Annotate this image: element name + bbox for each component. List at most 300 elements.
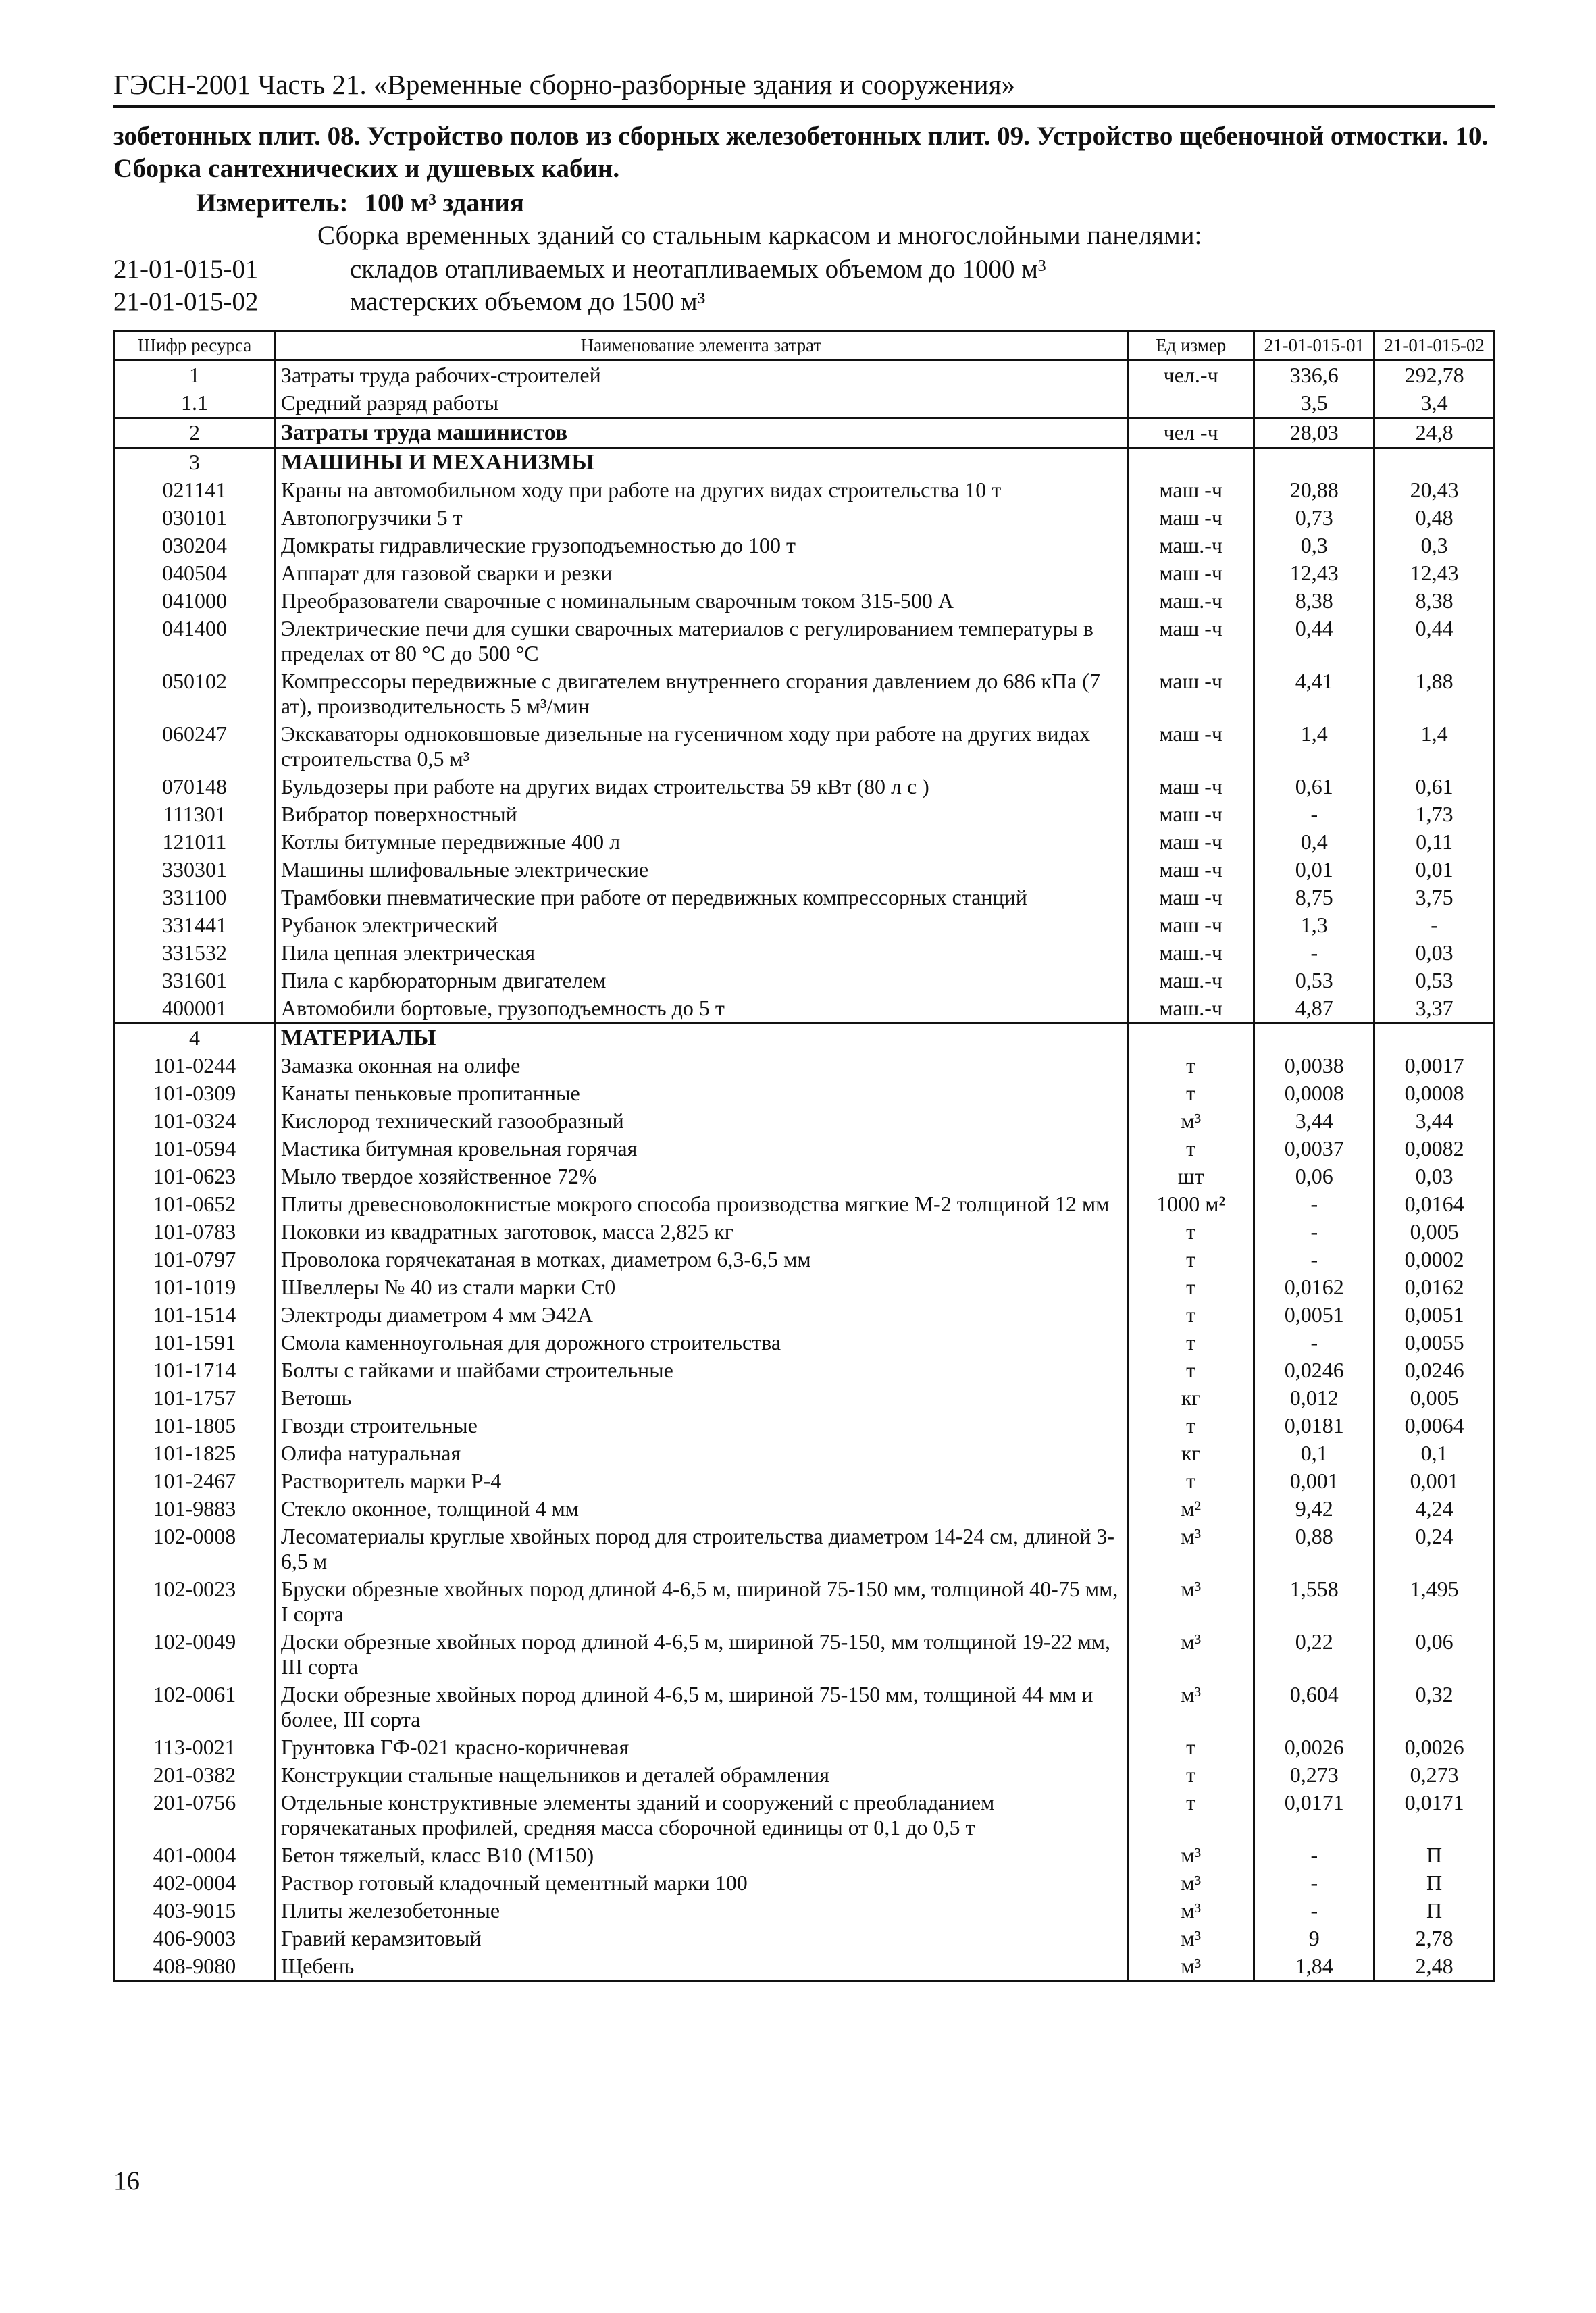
cell-code: 101-1714 [115, 1356, 275, 1384]
cell-col-b: П [1374, 1869, 1495, 1897]
cell-name: Плиты древесноволокнистые мокрого способа производства мягкие М-2 толщиной 12 мм [274, 1190, 1127, 1218]
cell-name: Домкраты гидравлические грузоподъемностью до 100 т [274, 532, 1127, 559]
cell-code: 331532 [115, 939, 275, 967]
cell-unit: чел.-ч [1127, 361, 1254, 390]
cell-code: 400001 [115, 994, 275, 1023]
table-row [115, 1135, 1495, 1163]
cell-col-b: 1,495 [1374, 1575, 1495, 1628]
cell-unit [1127, 389, 1254, 418]
cell-col-a: 3,5 [1254, 389, 1374, 418]
cell-col-b: П [1374, 1897, 1495, 1925]
table-row [115, 1733, 1495, 1761]
cell-col-a: 12,43 [1254, 559, 1374, 587]
cell-col-a: 0,0051 [1254, 1301, 1374, 1329]
cell-col-a: 0,001 [1254, 1467, 1374, 1495]
cell-unit [1127, 1023, 1254, 1052]
cell-col-a: 0,0162 [1254, 1273, 1374, 1301]
cell-col-a: 4,87 [1254, 994, 1374, 1023]
cell-name: Электрические печи для сушки сварочных материалов с регулированием температуры в пределах от 80 °С до 500 °С [274, 615, 1127, 667]
cell-code: 101-2467 [115, 1467, 275, 1495]
cell-col-b: 0,24 [1374, 1523, 1495, 1575]
header-code: Шифр ресурса [115, 331, 275, 361]
cell-code: 041000 [115, 587, 275, 615]
cell-col-b: 0,0171 [1374, 1789, 1495, 1841]
table-row [115, 1925, 1495, 1952]
table-row [115, 1190, 1495, 1218]
cell-unit: т [1127, 1733, 1254, 1761]
cell-name: Смола каменноугольная для дорожного строительства [274, 1329, 1127, 1356]
cell-name: Стекло оконное, толщиной 4 мм [274, 1495, 1127, 1523]
cell-name: Пила с карбюраторным двигателем [274, 967, 1127, 994]
cell-unit: т [1127, 1273, 1254, 1301]
cell-unit: т [1127, 1218, 1254, 1246]
cell-code: 331100 [115, 884, 275, 911]
table-row [115, 1523, 1495, 1575]
cell-unit: маш -ч [1127, 504, 1254, 532]
cell-col-b: 0,53 [1374, 967, 1495, 994]
cell-code: 101-0797 [115, 1246, 275, 1273]
cell-col-a: 0,73 [1254, 504, 1374, 532]
cell-col-b: 3,44 [1374, 1107, 1495, 1135]
cell-unit: м³ [1127, 1952, 1254, 1981]
cell-col-b: 3,4 [1374, 389, 1495, 418]
cell-unit: маш.-ч [1127, 532, 1254, 559]
cell-unit: маш -ч [1127, 773, 1254, 800]
cell-name: Компрессоры передвижные с двигателем внутреннего сгорания давлением до 686 кПа (7 ат), производительность 5 м³/мин [274, 667, 1127, 720]
cell-code: 408-9080 [115, 1952, 275, 1981]
cell-col-b: 0,0055 [1374, 1329, 1495, 1356]
cell-col-a: 0,01 [1254, 856, 1374, 884]
cell-unit: т [1127, 1356, 1254, 1384]
cell-name: Автомобили бортовые, грузоподъемность до 5 т [274, 994, 1127, 1023]
cell-col-b: 0,0162 [1374, 1273, 1495, 1301]
table-row [115, 476, 1495, 504]
code-text: мастерских объемом до 1500 м³ [350, 287, 706, 316]
cell-code: 040504 [115, 559, 275, 587]
cell-col-a: 1,3 [1254, 911, 1374, 939]
cell-code: 101-0594 [115, 1135, 275, 1163]
cell-unit: т [1127, 1329, 1254, 1356]
cell-col-b: 8,38 [1374, 587, 1495, 615]
cell-code: 113-0021 [115, 1733, 275, 1761]
cell-col-b: 0,44 [1374, 615, 1495, 667]
table-row [115, 532, 1495, 559]
cell-col-b: 0,001 [1374, 1467, 1495, 1495]
cell-col-a: 20,88 [1254, 476, 1374, 504]
cell-col-b: 0,0064 [1374, 1412, 1495, 1440]
table-row [115, 1052, 1495, 1079]
cell-name: Плиты железобетонные [274, 1897, 1127, 1925]
table-row [115, 615, 1495, 667]
cell-col-a: 1,558 [1254, 1575, 1374, 1628]
cell-col-b: 0,48 [1374, 504, 1495, 532]
cell-name: Бульдозеры при работе на других видах строительства 59 кВт (80 л с ) [274, 773, 1127, 800]
cell-code: 101-0324 [115, 1107, 275, 1135]
cell-col-b: 2,48 [1374, 1952, 1495, 1981]
cell-col-b: 0,11 [1374, 828, 1495, 856]
table-row [115, 773, 1495, 800]
cell-code: 331601 [115, 967, 275, 994]
cell-unit: чел -ч [1127, 418, 1254, 448]
cell-name: Автопогрузчики 5 т [274, 504, 1127, 532]
cell-unit: т [1127, 1467, 1254, 1495]
cell-col-b: 0,005 [1374, 1384, 1495, 1412]
cell-code: 101-1805 [115, 1412, 275, 1440]
cell-name: Растворитель марки Р-4 [274, 1467, 1127, 1495]
cell-col-b: 0,0246 [1374, 1356, 1495, 1384]
table-row [115, 1761, 1495, 1789]
cell-col-a: 4,41 [1254, 667, 1374, 720]
table-row [115, 1356, 1495, 1384]
table-row [115, 667, 1495, 720]
cell-unit: маш -ч [1127, 884, 1254, 911]
measure-value: 100 м³ здания [364, 188, 524, 218]
page-number: 16 [113, 2166, 140, 2195]
cell-col-b: 0,0082 [1374, 1135, 1495, 1163]
cell-col-a: 0,012 [1254, 1384, 1374, 1412]
cell-name: Трамбовки пневматические при работе от передвижных компрессорных станций [274, 884, 1127, 911]
cell-col-a: 336,6 [1254, 361, 1374, 390]
cell-name: МАТЕРИАЛЫ [274, 1023, 1127, 1052]
cell-col-a: 0,22 [1254, 1628, 1374, 1681]
cell-name: Раствор готовый кладочный цементный марки 100 [274, 1869, 1127, 1897]
cell-name: Грунтовка ГФ-021 красно-коричневая [274, 1733, 1127, 1761]
table-row [115, 1467, 1495, 1495]
cell-col-b: 292,78 [1374, 361, 1495, 390]
cell-code: 403-9015 [115, 1897, 275, 1925]
cell-unit: кг [1127, 1440, 1254, 1467]
cell-col-a: 1,4 [1254, 720, 1374, 773]
resource-table [113, 330, 1495, 1982]
cell-name: Бруски обрезные хвойных пород длиной 4-6,5 м, шириной 75-150 мм, толщиной 40-75 мм, I сорта [274, 1575, 1127, 1628]
cell-name: Затраты труда машинистов [274, 418, 1127, 448]
cell-col-a: - [1254, 1190, 1374, 1218]
cell-code: 1.1 [115, 389, 275, 418]
group-title: Сборка временных зданий со стальным каркасом и многослойными панелями: [317, 221, 1202, 250]
cell-code: 101-1514 [115, 1301, 275, 1329]
cell-col-b: 0,1 [1374, 1440, 1495, 1467]
cell-col-a: 0,604 [1254, 1681, 1374, 1733]
cell-name: Замазка оконная на олифе [274, 1052, 1127, 1079]
cell-unit: маш -ч [1127, 856, 1254, 884]
table-row [115, 994, 1495, 1023]
cell-unit: маш.-ч [1127, 967, 1254, 994]
cell-col-a: 3,44 [1254, 1107, 1374, 1135]
cell-unit: т [1127, 1412, 1254, 1440]
cell-code: 401-0004 [115, 1841, 275, 1869]
table-row [115, 1384, 1495, 1412]
cell-name: Вибратор поверхностный [274, 800, 1127, 828]
cell-unit: м³ [1127, 1869, 1254, 1897]
table-row [115, 1628, 1495, 1681]
code-id: 21-01-015-02 [113, 287, 259, 316]
table-row [115, 1163, 1495, 1190]
cell-code: 101-1825 [115, 1440, 275, 1467]
table-row [115, 1869, 1495, 1897]
cell-col-b: 0,0026 [1374, 1733, 1495, 1761]
cell-col-a: 0,06 [1254, 1163, 1374, 1190]
cell-name: Краны на автомобильном ходу при работе на других видах строительства 10 т [274, 476, 1127, 504]
cell-col-b: 1,88 [1374, 667, 1495, 720]
cell-unit: маш.-ч [1127, 587, 1254, 615]
table-row [115, 1495, 1495, 1523]
cell-unit: м³ [1127, 1575, 1254, 1628]
cell-name: Мастика битумная кровельная горячая [274, 1135, 1127, 1163]
cell-col-b: 3,75 [1374, 884, 1495, 911]
cell-code: 111301 [115, 800, 275, 828]
table-row [115, 1107, 1495, 1135]
cell-code: 101-0652 [115, 1190, 275, 1218]
cell-col-a: 0,0171 [1254, 1789, 1374, 1841]
cell-unit: м³ [1127, 1523, 1254, 1575]
cell-name: Швеллеры № 40 из стали марки Ст0 [274, 1273, 1127, 1301]
cell-name: Доски обрезные хвойных пород длиной 4-6,5 м, шириной 75-150, мм толщиной 19-22 мм, III сорта [274, 1628, 1127, 1681]
cell-col-a: 8,75 [1254, 884, 1374, 911]
table-row [115, 1218, 1495, 1246]
cell-col-a: 0,273 [1254, 1761, 1374, 1789]
cell-code: 102-0008 [115, 1523, 275, 1575]
cell-code: 030101 [115, 504, 275, 532]
cell-unit: м³ [1127, 1107, 1254, 1135]
cell-code: 101-0783 [115, 1218, 275, 1246]
cell-unit: т [1127, 1761, 1254, 1789]
cell-col-b: 1,4 [1374, 720, 1495, 773]
cell-col-b [1374, 1023, 1495, 1052]
cell-name: Кислород технический газообразный [274, 1107, 1127, 1135]
cell-col-a: - [1254, 800, 1374, 828]
table-row [115, 1079, 1495, 1107]
table-row [115, 911, 1495, 939]
table-row [115, 1575, 1495, 1628]
cell-col-b: 0,03 [1374, 939, 1495, 967]
cell-unit: 1000 м² [1127, 1190, 1254, 1218]
table-row [115, 1246, 1495, 1273]
cell-unit: т [1127, 1079, 1254, 1107]
cell-code: 101-1757 [115, 1384, 275, 1412]
cell-col-b [1374, 448, 1495, 477]
cell-col-b: 0,06 [1374, 1628, 1495, 1681]
cell-name: Пила цепная электрическая [274, 939, 1127, 967]
cell-name: Рубанок электрический [274, 911, 1127, 939]
cell-name: Канаты пеньковые пропитанные [274, 1079, 1127, 1107]
cell-name: МАШИНЫ И МЕХАНИЗМЫ [274, 448, 1127, 477]
measure-label: Измеритель: [196, 188, 349, 218]
cell-name: Ветошь [274, 1384, 1127, 1412]
cell-col-b: 1,73 [1374, 800, 1495, 828]
cell-name: Проволока горячекатаная в мотках, диаметром 6,3-6,5 мм [274, 1246, 1127, 1273]
cell-code: 331441 [115, 911, 275, 939]
cell-col-a: 0,53 [1254, 967, 1374, 994]
intro-text: зобетонных плит. 08. Устройство полов из сборных железобетонных плит. 09. Устройство щебеночной отмостки. 10. Сборка сантехнических и душевых кабин. [113, 122, 1489, 183]
table-row [115, 1897, 1495, 1925]
table-row [115, 448, 1495, 477]
cell-col-a: 0,0246 [1254, 1356, 1374, 1384]
cell-code: 101-1591 [115, 1329, 275, 1356]
table-row [115, 1412, 1495, 1440]
cell-code: 201-0382 [115, 1761, 275, 1789]
cell-name: Средний разряд работы [274, 389, 1127, 418]
cell-code: 102-0023 [115, 1575, 275, 1628]
cell-col-b: 0,32 [1374, 1681, 1495, 1733]
cell-unit: м³ [1127, 1841, 1254, 1869]
table-row [115, 939, 1495, 967]
table-row [115, 1301, 1495, 1329]
cell-code: 050102 [115, 667, 275, 720]
cell-name: Затраты труда рабочих-строителей [274, 361, 1127, 390]
cell-code: 060247 [115, 720, 275, 773]
cell-name: Конструкции стальные нащельников и деталей обрамления [274, 1761, 1127, 1789]
table-row [115, 1273, 1495, 1301]
cell-col-a: 0,88 [1254, 1523, 1374, 1575]
cell-name: Мыло твердое хозяйственное 72% [274, 1163, 1127, 1190]
cell-code: 4 [115, 1023, 275, 1052]
cell-col-b: 0,273 [1374, 1761, 1495, 1789]
cell-unit: маш -ч [1127, 800, 1254, 828]
cell-unit: м² [1127, 1495, 1254, 1523]
cell-unit: маш -ч [1127, 720, 1254, 773]
cell-col-a [1254, 448, 1374, 477]
cell-name: Доски обрезные хвойных пород длиной 4-6,5 м, шириной 75-150 мм, толщиной 44 мм и более, III сорта [274, 1681, 1127, 1733]
cell-name: Электроды диаметром 4 мм Э42А [274, 1301, 1127, 1329]
cell-code: 101-0309 [115, 1079, 275, 1107]
cell-name: Котлы битумные передвижные 400 л [274, 828, 1127, 856]
cell-code: 330301 [115, 856, 275, 884]
cell-code: 102-0049 [115, 1628, 275, 1681]
cell-unit: маш.-ч [1127, 994, 1254, 1023]
cell-col-b: 0,01 [1374, 856, 1495, 884]
cell-code: 121011 [115, 828, 275, 856]
cell-unit: маш -ч [1127, 476, 1254, 504]
cell-name: Гвозди строительные [274, 1412, 1127, 1440]
table-row [115, 720, 1495, 773]
cell-unit: м³ [1127, 1925, 1254, 1952]
cell-name: Машины шлифовальные электрические [274, 856, 1127, 884]
cell-col-b: 0,0008 [1374, 1079, 1495, 1107]
cell-col-a: 0,0181 [1254, 1412, 1374, 1440]
table-row [115, 559, 1495, 587]
cell-col-a: - [1254, 1869, 1374, 1897]
cell-col-a: 0,61 [1254, 773, 1374, 800]
table-header-row [115, 331, 1495, 361]
cell-col-b: 24,8 [1374, 418, 1495, 448]
cell-col-a [1254, 1023, 1374, 1052]
cell-code: 101-9883 [115, 1495, 275, 1523]
cell-col-b: 0,0164 [1374, 1190, 1495, 1218]
cell-col-b: - [1374, 911, 1495, 939]
code-list [113, 253, 1046, 318]
cell-col-a: - [1254, 1218, 1374, 1246]
cell-col-a: - [1254, 1897, 1374, 1925]
cell-name: Лесоматериалы круглые хвойных пород для строительства диаметром 14-24 см, длиной 3-6,5 м [274, 1523, 1127, 1575]
cell-name: Гравий керамзитовый [274, 1925, 1127, 1952]
cell-unit: м³ [1127, 1681, 1254, 1733]
cell-col-a: 1,84 [1254, 1952, 1374, 1981]
table-row [115, 884, 1495, 911]
cell-col-a: - [1254, 1246, 1374, 1273]
cell-code: 201-0756 [115, 1789, 275, 1841]
cell-col-b: П [1374, 1841, 1495, 1869]
cell-name: Болты с гайками и шайбами строительные [274, 1356, 1127, 1384]
running-header: ГЭСН-2001 Часть 21. «Временные сборно-разборные здания и сооружения» [113, 68, 1495, 108]
cell-col-b: 0,0051 [1374, 1301, 1495, 1329]
cell-name: Щебень [274, 1952, 1127, 1981]
cell-code: 2 [115, 418, 275, 448]
cell-col-b: 0,03 [1374, 1163, 1495, 1190]
cell-col-a: 9,42 [1254, 1495, 1374, 1523]
cell-code: 021141 [115, 476, 275, 504]
cell-col-b: 3,37 [1374, 994, 1495, 1023]
cell-unit: т [1127, 1301, 1254, 1329]
table-row [115, 504, 1495, 532]
cell-col-a: 9 [1254, 1925, 1374, 1952]
cell-name: Отдельные конструктивные элементы зданий и сооружений с преобладанием горячекатаных профилей, средняя масса сборочной единицы от 0,1 до 0,5 т [274, 1789, 1127, 1841]
table-row [115, 1952, 1495, 1981]
cell-col-b: 0,0002 [1374, 1246, 1495, 1273]
cell-col-a: 0,44 [1254, 615, 1374, 667]
cell-unit: м³ [1127, 1628, 1254, 1681]
table-row [115, 828, 1495, 856]
header-col-a: 21-01-015-01 [1254, 331, 1374, 361]
cell-name: Олифа натуральная [274, 1440, 1127, 1467]
cell-col-b: 0,61 [1374, 773, 1495, 800]
table-row [115, 587, 1495, 615]
code-row [113, 286, 1046, 318]
table-row [115, 1440, 1495, 1467]
measure-line [196, 188, 524, 218]
cell-code: 1 [115, 361, 275, 390]
cell-unit: маш.-ч [1127, 939, 1254, 967]
table-row [115, 1329, 1495, 1356]
cell-unit: маш -ч [1127, 828, 1254, 856]
cell-name: Поковки из квадратных заготовок, масса 2,825 кг [274, 1218, 1127, 1246]
code-id: 21-01-015-01 [113, 255, 259, 284]
table-row [115, 389, 1495, 418]
cell-code: 070148 [115, 773, 275, 800]
cell-name: Бетон тяжелый, класс В10 (М150) [274, 1841, 1127, 1869]
table-body [115, 361, 1495, 1981]
table-row [115, 361, 1495, 390]
cell-unit: т [1127, 1052, 1254, 1079]
cell-code: 041400 [115, 615, 275, 667]
cell-col-a: - [1254, 1329, 1374, 1356]
cell-code: 102-0061 [115, 1681, 275, 1733]
cell-unit: маш -ч [1127, 911, 1254, 939]
cell-col-a: 8,38 [1254, 587, 1374, 615]
table-row [115, 967, 1495, 994]
cell-col-a: 0,0008 [1254, 1079, 1374, 1107]
cell-name: Экскаваторы одноковшовые дизельные на гусеничном ходу при работе на других видах строительства 0,5 м³ [274, 720, 1127, 773]
cell-code: 406-9003 [115, 1925, 275, 1952]
cell-col-b: 0,005 [1374, 1218, 1495, 1246]
cell-col-b: 0,0017 [1374, 1052, 1495, 1079]
code-text: складов отапливаемых и неотапливаемых объемом до 1000 м³ [350, 255, 1046, 284]
cell-name: Преобразователи сварочные с номинальным сварочным током 315-500 А [274, 587, 1127, 615]
cell-col-a: 28,03 [1254, 418, 1374, 448]
cell-unit: т [1127, 1135, 1254, 1163]
cell-col-a: 0,0026 [1254, 1733, 1374, 1761]
cell-code: 101-0244 [115, 1052, 275, 1079]
cell-col-a: - [1254, 939, 1374, 967]
cell-code: 101-1019 [115, 1273, 275, 1301]
header-name: Наименование элемента затрат [274, 331, 1127, 361]
table-row [115, 1841, 1495, 1869]
table-row [115, 1023, 1495, 1052]
table-row [115, 418, 1495, 448]
cell-code: 101-0623 [115, 1163, 275, 1190]
cell-unit: маш -ч [1127, 615, 1254, 667]
cell-col-b: 0,3 [1374, 532, 1495, 559]
cell-col-a: 0,4 [1254, 828, 1374, 856]
